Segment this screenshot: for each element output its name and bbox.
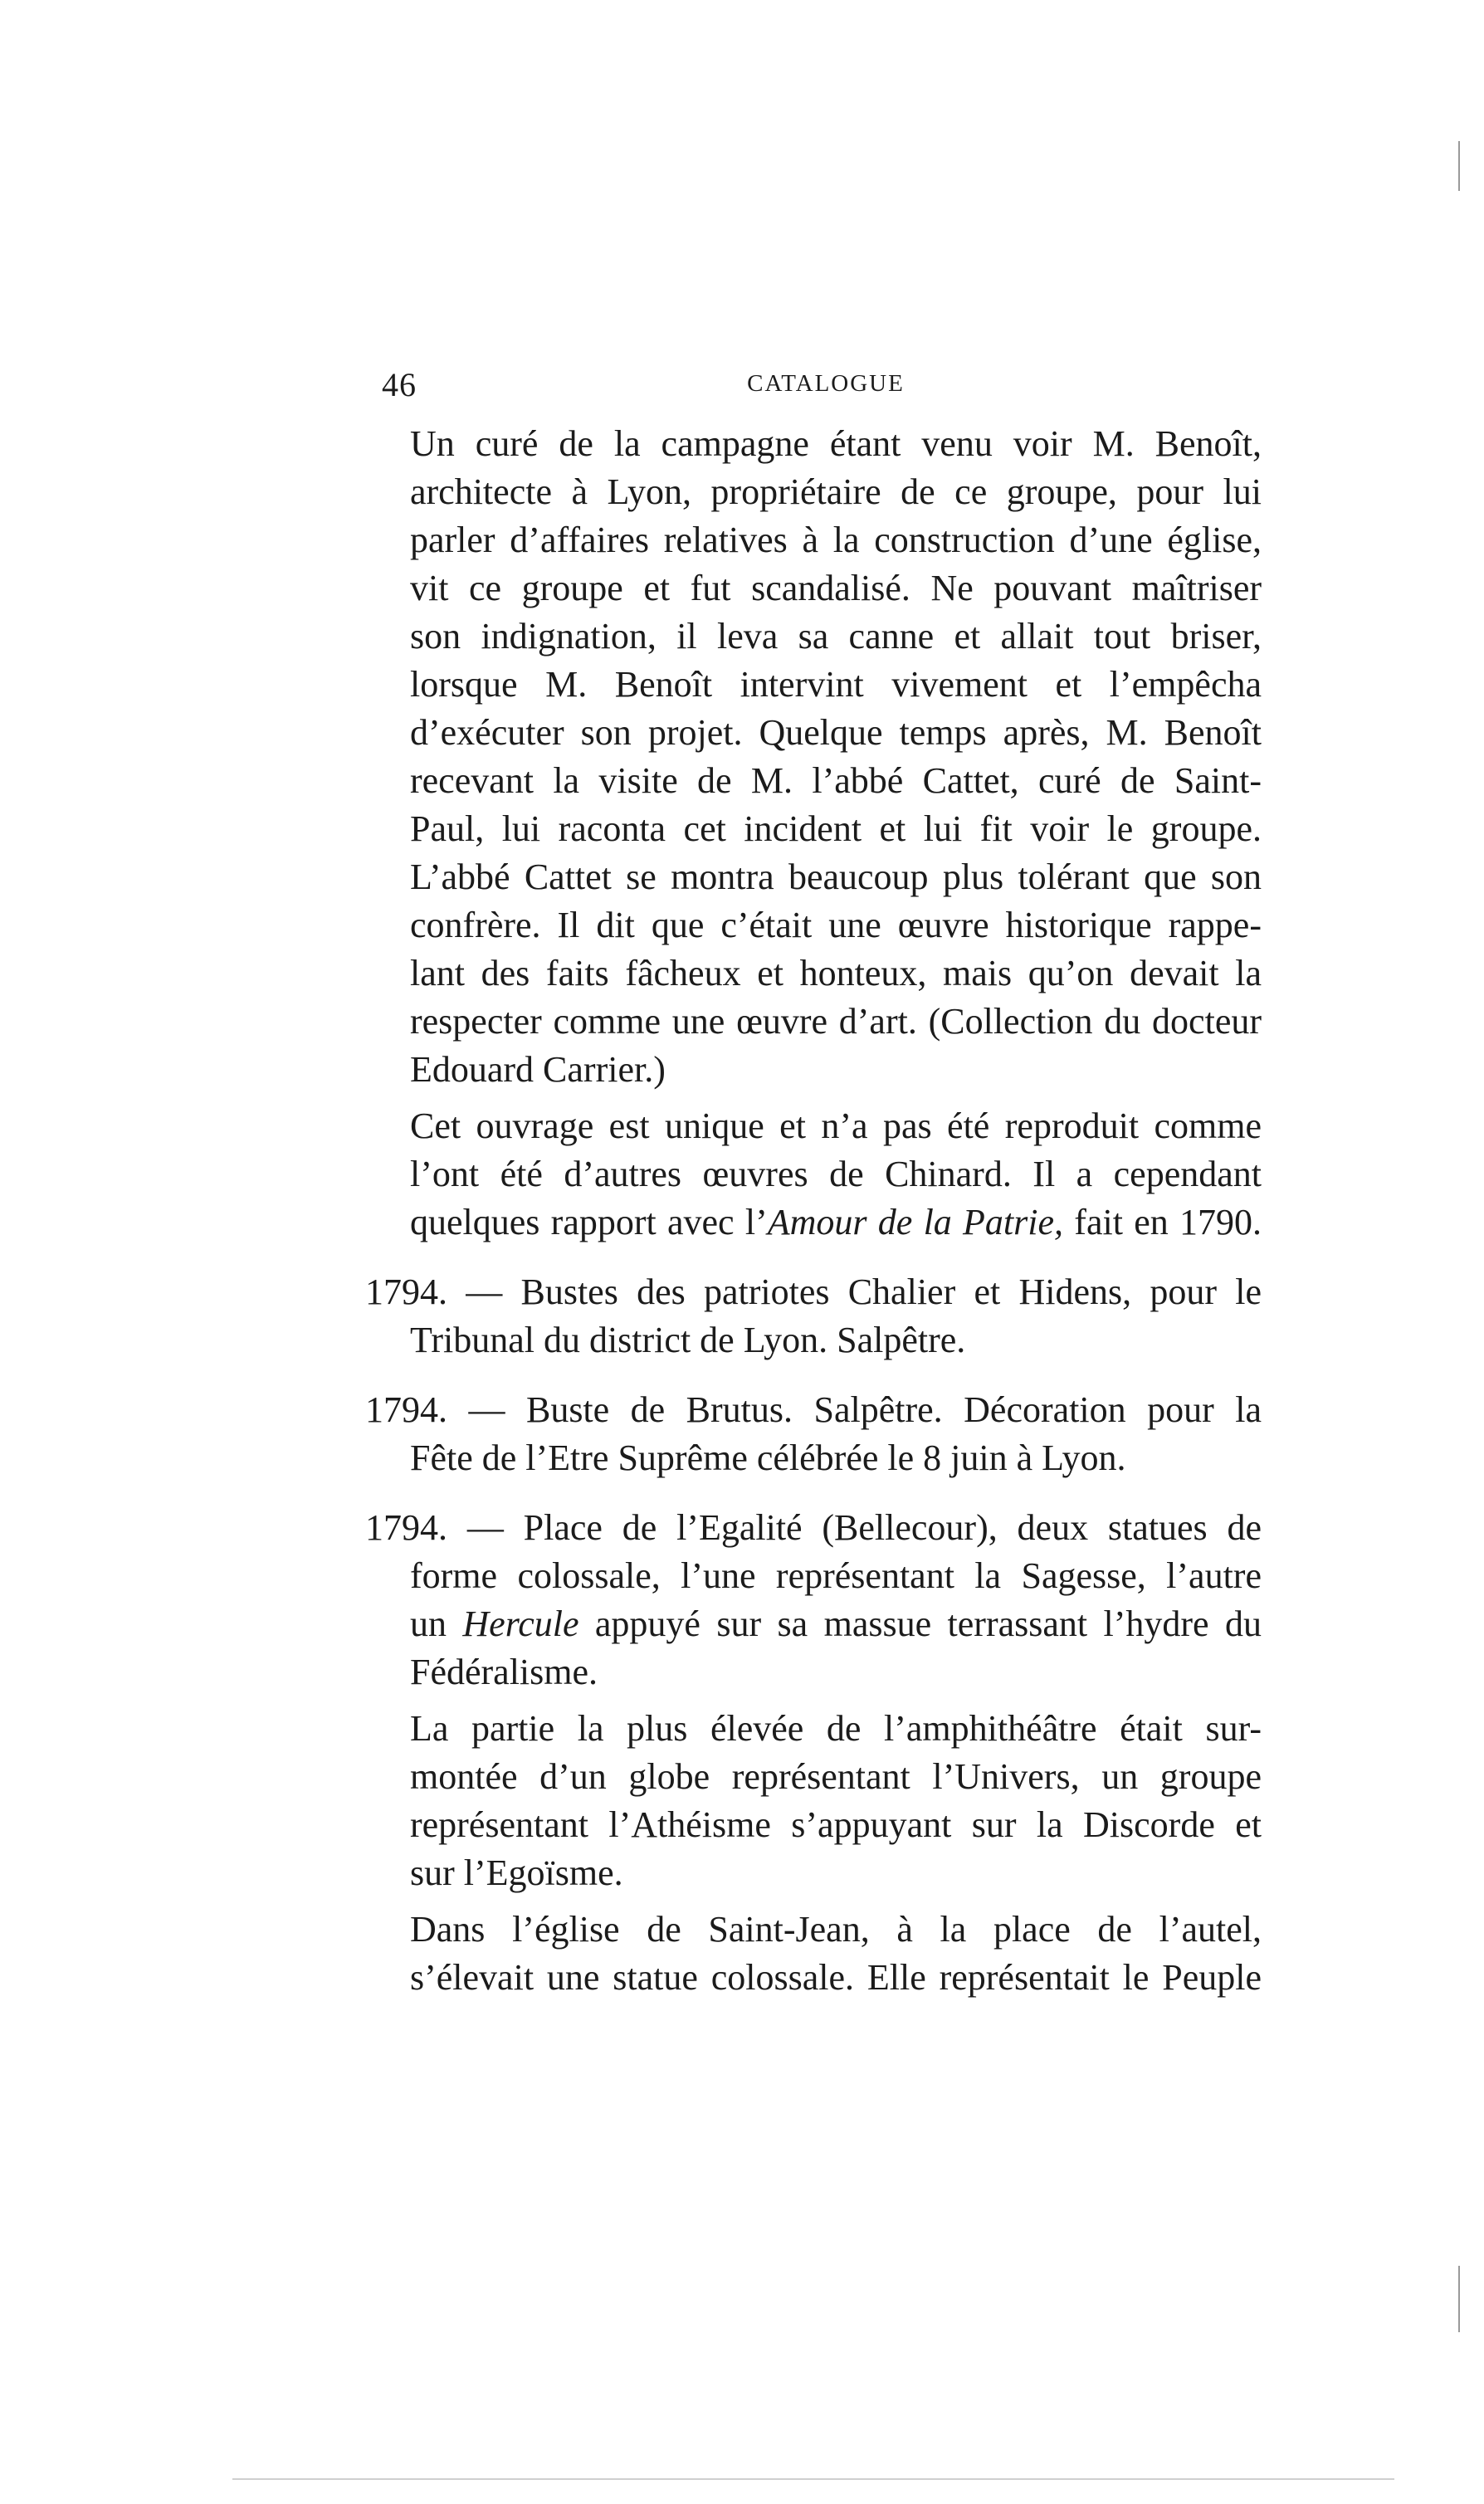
text-line: confrère. Il dit que c’était une œuvre historique rappe- — [410, 905, 1262, 945]
text-line: représentant l’Athéisme s’appuyant sur la Discorde et — [410, 1804, 1262, 1845]
paragraph — [365, 1906, 1262, 2002]
text-line: architecte à Lyon, propriétaire de ce groupe, pour lui — [410, 471, 1262, 512]
text-line: l’ont été d’autres œuvres de Chinard. Il a cependant — [410, 1154, 1262, 1194]
text-line: respecter comme une œuvre d’art. (Collection du docteur — [410, 1001, 1262, 1042]
text-line: parler d’affaires relatives à la construction d’une église, — [410, 520, 1262, 560]
text-line: lorsque M. Benoît intervint vivement et l’empêcha — [410, 664, 1262, 705]
catalogue-entry — [365, 1504, 1262, 1696]
text-line: quelques rapport avec l’Amour de la Patrie, fait en 1790. — [410, 1202, 1262, 1242]
text-line: Fête de l’Etre Suprême célébrée le 8 juin à Lyon. — [410, 1437, 1126, 1478]
text-line: Edouard Carrier.) — [410, 1049, 666, 1090]
text-line: montée d’un globe représentant l’Univers, un groupe — [410, 1756, 1262, 1797]
text-line: lant des faits fâcheux et honteux, mais qu’on devait la — [410, 953, 1262, 993]
entry-first-line: 1794. — Place de l’Egalité (Bellecour), deux statues de — [365, 1507, 1262, 1548]
page-bottom-rule — [232, 2478, 1394, 2480]
paragraph — [365, 420, 1262, 1094]
text-line: d’exécuter son projet. Quelque temps après, M. Benoît — [410, 712, 1262, 753]
text-line: recevant la visite de M. l’abbé Cattet, curé de Saint- — [410, 760, 1262, 801]
running-title: CATALOGUE — [747, 370, 905, 397]
text-line: vit ce groupe et fut scandalisé. Ne pouvant maîtriser — [410, 568, 1262, 608]
text-line: forme colossale, l’une représentant la Sagesse, l’autre — [410, 1555, 1262, 1596]
work-title: Amour de la Patrie, — [767, 1202, 1064, 1242]
work-title: Hercule — [462, 1603, 579, 1644]
running-head — [382, 365, 1270, 407]
text-line: un Hercule appuyé sur sa massue terrassant l’hydre du — [410, 1603, 1262, 1644]
text-line: Tribunal du district de Lyon. Salpêtre. — [410, 1320, 966, 1360]
text-line: Paul, lui raconta cet incident et lui fit voir le groupe. — [410, 808, 1262, 849]
text-line: Fédéralisme. — [410, 1652, 598, 1692]
text-line: Cet ouvrage est unique et n’a pas été reproduit comme — [410, 1106, 1262, 1146]
body-text — [365, 420, 1262, 2002]
text-line: Dans l’église de Saint-Jean, à la place de l’autel, — [410, 1909, 1262, 1950]
catalogue-entry — [365, 1268, 1262, 1364]
page-edge-mark — [1458, 141, 1460, 191]
catalogue-entry — [365, 1386, 1262, 1482]
entry-first-line: 1794. — Bustes des patriotes Chalier et Hidens, pour le — [365, 1272, 1262, 1312]
page-edge-mark — [1458, 2266, 1460, 2332]
paragraph — [365, 1102, 1262, 1247]
page-number: 46 — [382, 366, 417, 403]
paragraph — [365, 1705, 1262, 1897]
text-line: s’élevait une statue colossale. Elle représentait le Peuple — [410, 1957, 1262, 1998]
text-line: sur l’Egoïsme. — [410, 1852, 623, 1893]
text-line: La partie la plus élevée de l’amphithéâtre était sur- — [410, 1708, 1262, 1749]
text-line: Un curé de la campagne étant venu voir M. Benoît, — [410, 423, 1262, 464]
text-line: L’abbé Cattet se montra beaucoup plus tolérant que son — [410, 857, 1262, 897]
entry-first-line: 1794. — Buste de Brutus. Salpêtre. Décoration pour la — [365, 1389, 1262, 1430]
text-line: son indignation, il leva sa canne et allait tout briser, — [410, 616, 1262, 657]
